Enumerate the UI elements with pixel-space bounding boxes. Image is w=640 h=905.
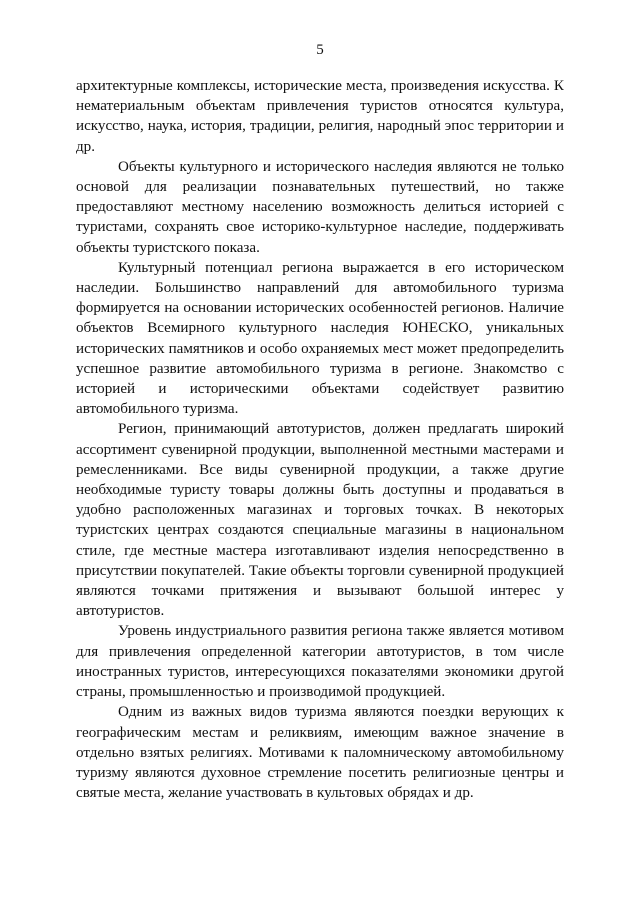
paragraph-cultural-potential: Культурный потенциал региона выражается в его историческом наследии. Большинство направлений для автомобильного туризма формируется на основании исторических особенностей регионов. Наличие объектов Всемирного культурного наследия ЮНЕСКО, уникальных исторических памятников и особо охраняемых мест может предопределить успешное развитие автомобильного туризма в регионе. Знакомство с историей и историческими объектами содействует развитию автомобильного туризма. [76, 259, 564, 418]
paragraph-heritage-objects: Объекты культурного и исторического наследия являются не только основой для реализации познавательных путешествий, но также предоставляют местному населению возможность делиться историей с туристами, сохранять свое историко-культурное наследие, поддерживать объекты туристского показа. [76, 158, 564, 256]
page-number: 5 [316, 42, 324, 58]
paragraph-industrial-development: Уровень индустриального развития региона также является мотивом для привлечения определенной категории автотуристов, в том числе иностранных туристов, интересующихся показателями экономики другой страны, промышленностью и производимой продукцией. [76, 623, 564, 701]
paragraph-pilgrimage-tourism: Одним из важных видов туризма являются поездки верующих к географическим местам и реликвиям, имеющим важное значение в отдельно взятых религиях. Мотивами к паломническому автомобильному туризму являются духовное стремление посетить религиозные центры и святые места, желание участвовать в культовых обрядах и др. [76, 704, 564, 802]
paragraph-souvenir-products: Регион, принимающий автотуристов, должен предлагать широкий ассортимент сувенирной продукции, выполненной местными мастерами и ремесленниками. Все виды сувенирной продукции, а также другие необходимые туристу товары должны быть доступны и продаваться в удобно расположенных магазинах и торговых точках. В некоторых туристских центрах создаются специальные магазины в национальном стиле, где местные мастера изготавливают изделия непосредственно в присутствии покупателей. Такие объекты торговли сувенирной продукцией являются точками притяжения и вызывают большой интерес у автотуристов. [76, 421, 564, 620]
body-text [76, 76, 564, 803]
paragraph-continuation: архитектурные комплексы, исторические места, произведения искусства. К нематериальным объектам привлечения туристов относятся культура, искусство, наука, история, традиции, религия, народный эпос территории и др. [76, 78, 564, 155]
